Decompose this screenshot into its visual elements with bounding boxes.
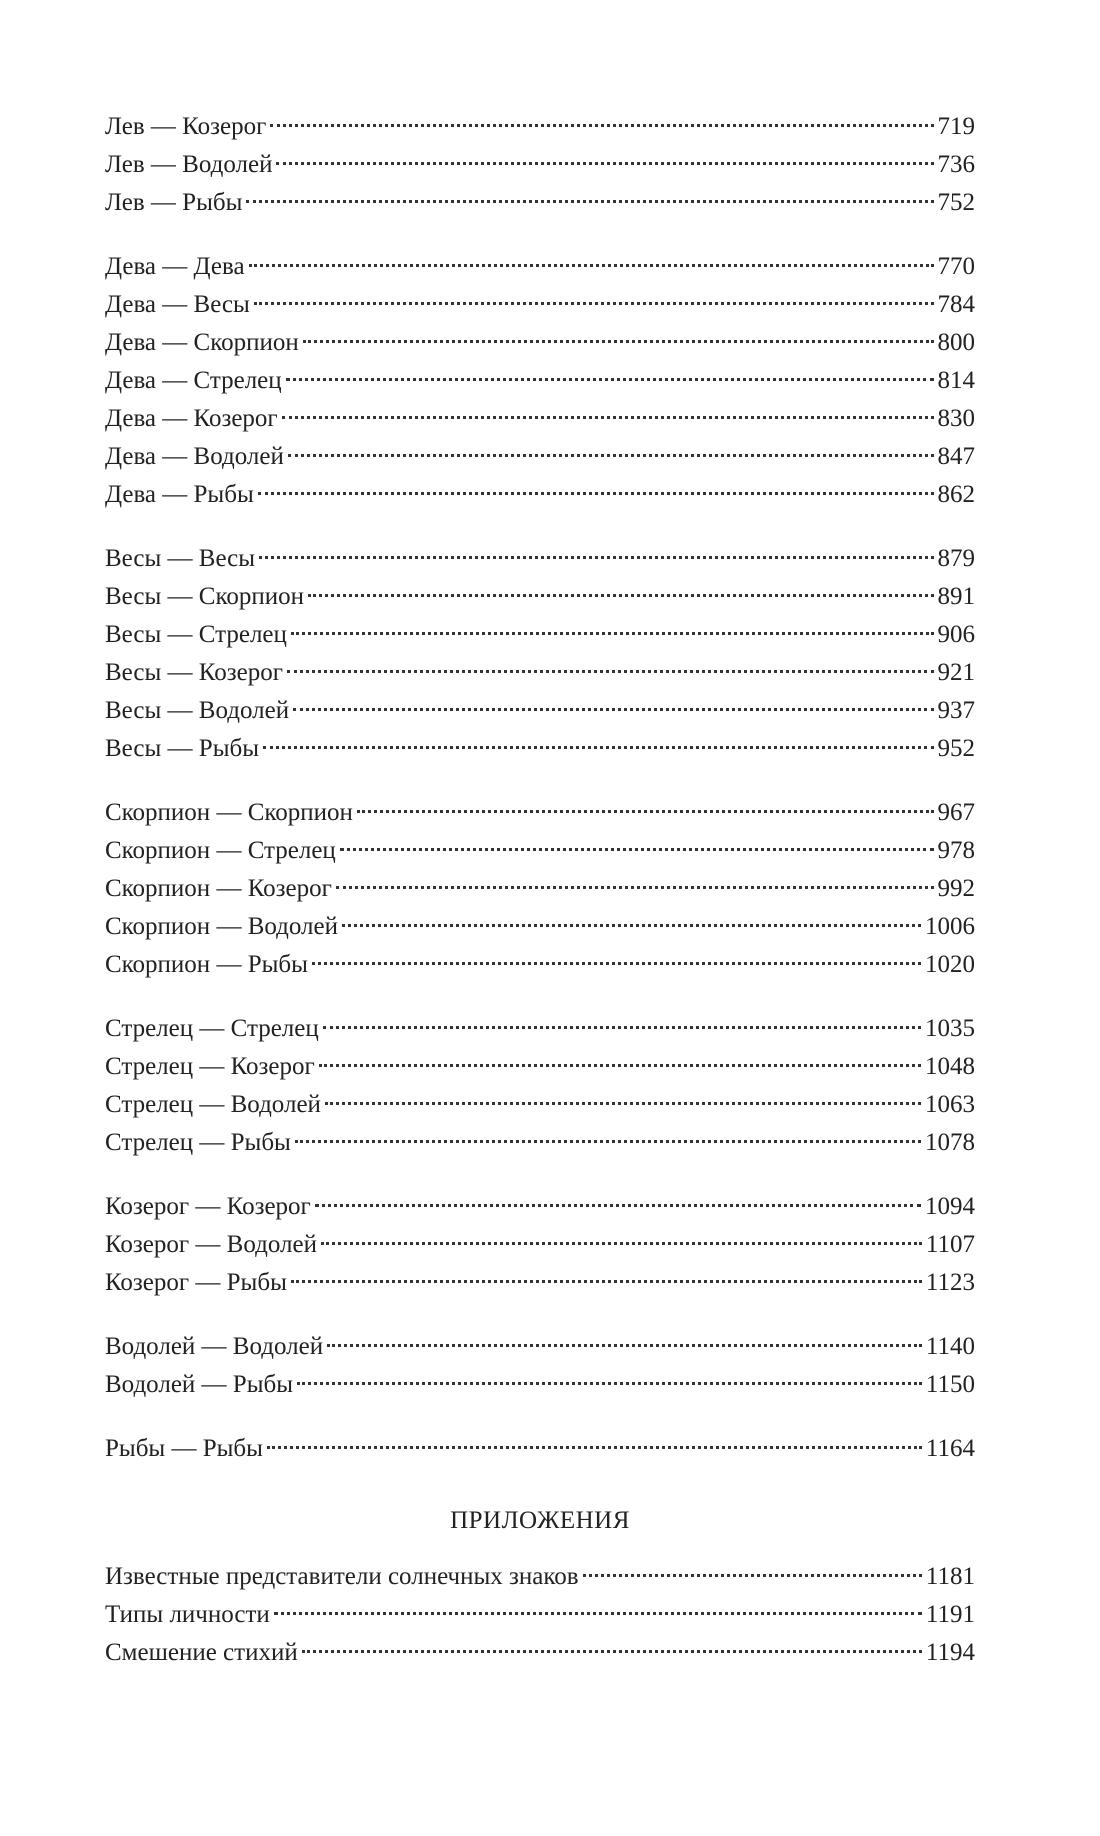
toc-group — [105, 1010, 975, 1162]
dot-leader — [259, 556, 933, 559]
toc-entry-title: Водолей — Рыбы — [105, 1371, 294, 1398]
toc-entry[interactable] — [105, 362, 975, 400]
toc-entry-title: Стрелец — Козерог — [105, 1053, 315, 1080]
toc-entry-page-number: 1107 — [925, 1231, 975, 1258]
dot-leader — [246, 200, 933, 203]
dot-leader — [308, 594, 934, 597]
toc-entry-title: Скорпион — Стрелец — [105, 837, 336, 864]
toc-entry-page-number: 891 — [937, 583, 975, 610]
dot-leader — [321, 1242, 922, 1245]
toc-entry[interactable] — [105, 476, 975, 514]
toc-entry-page-number: 1094 — [925, 1193, 975, 1220]
dot-leader — [319, 1064, 921, 1067]
toc-entry-title: Весы — Козерог — [105, 659, 283, 686]
toc-group — [105, 248, 975, 514]
toc-entry[interactable] — [105, 730, 975, 768]
toc-entry-page-number: 906 — [937, 621, 975, 648]
dot-leader — [583, 1574, 922, 1577]
toc-entry-title: Весы — Рыбы — [105, 735, 260, 762]
toc-entry[interactable] — [105, 1430, 975, 1468]
toc-entry-title: Лев — Водолей — [105, 151, 273, 178]
toc-entry[interactable] — [105, 1558, 975, 1596]
toc-compatibility-section — [105, 108, 975, 1468]
toc-group — [105, 794, 975, 984]
dot-leader — [336, 886, 934, 889]
toc-entry[interactable] — [105, 794, 975, 832]
toc-entry-title: Скорпион — Водолей — [105, 913, 338, 940]
toc-group — [105, 1328, 975, 1404]
toc-entry[interactable] — [105, 184, 975, 222]
toc-entry[interactable] — [105, 1596, 975, 1634]
dot-leader — [258, 492, 934, 495]
table-of-contents — [105, 108, 975, 1672]
toc-entry-page-number: 814 — [937, 367, 975, 394]
dot-leader — [312, 962, 921, 965]
toc-entry[interactable] — [105, 578, 975, 616]
toc-entry-title: Козерог — Водолей — [105, 1231, 317, 1258]
toc-entry[interactable] — [105, 1328, 975, 1366]
toc-entry-title: Весы — Скорпион — [105, 583, 304, 610]
toc-entry[interactable] — [105, 1366, 975, 1404]
toc-entry-title: Смешение стихий — [105, 1639, 298, 1666]
appendix-heading: ПРИЛОЖЕНИЯ — [450, 1507, 630, 1534]
toc-group — [105, 540, 975, 768]
toc-entry-title: Весы — Водолей — [105, 697, 290, 724]
toc-entry-page-number: 1078 — [925, 1129, 975, 1156]
toc-entry-title: Дева — Скорпион — [105, 329, 299, 356]
dot-leader — [303, 340, 934, 343]
dot-leader — [282, 416, 934, 419]
toc-entry-page-number: 978 — [937, 837, 975, 864]
toc-entry-page-number: 736 — [937, 151, 975, 178]
dot-leader — [249, 264, 934, 267]
toc-entry-page-number: 937 — [937, 697, 975, 724]
toc-entry-title: Козерог — Рыбы — [105, 1269, 287, 1296]
toc-entry-page-number: 1140 — [925, 1333, 975, 1360]
dot-leader — [293, 708, 933, 711]
dot-leader — [323, 1026, 921, 1029]
toc-entry-title: Типы личности — [105, 1601, 270, 1628]
toc-entry-title: Известные представители солнечных знаков — [105, 1563, 579, 1590]
toc-entry-page-number: 879 — [937, 545, 975, 572]
toc-entry-title: Дева — Дева — [105, 253, 245, 280]
dot-leader — [325, 1102, 921, 1105]
toc-entry[interactable] — [105, 946, 975, 984]
toc-entry[interactable] — [105, 540, 975, 578]
toc-entry-title: Стрелец — Рыбы — [105, 1129, 291, 1156]
dot-leader — [274, 1612, 922, 1615]
toc-entry[interactable] — [105, 616, 975, 654]
toc-entry[interactable] — [105, 1048, 975, 1086]
toc-entry-page-number: 1035 — [925, 1015, 975, 1042]
toc-entry-title: Водолей — Водолей — [105, 1333, 324, 1360]
toc-group — [105, 1430, 975, 1468]
toc-entry-title: Козерог — Козерог — [105, 1193, 311, 1220]
toc-entry-page-number: 1063 — [925, 1091, 975, 1118]
toc-entry-title: Весы — Весы — [105, 545, 256, 572]
toc-entry[interactable] — [105, 1264, 975, 1302]
dot-leader — [263, 746, 933, 749]
toc-entry-title: Дева — Водолей — [105, 443, 284, 470]
toc-entry-title: Скорпион — Козерог — [105, 875, 332, 902]
dot-leader — [254, 302, 934, 305]
toc-entry[interactable] — [105, 1010, 975, 1048]
toc-entry-page-number: 1123 — [925, 1269, 975, 1296]
toc-entry-page-number: 967 — [937, 799, 975, 826]
toc-entry-page-number: 800 — [937, 329, 975, 356]
toc-entry[interactable] — [105, 654, 975, 692]
toc-entry[interactable] — [105, 248, 975, 286]
toc-entry[interactable] — [105, 908, 975, 946]
dot-leader — [267, 1446, 922, 1449]
toc-entry[interactable] — [105, 1634, 975, 1672]
toc-entry-title: Дева — Козерог — [105, 405, 278, 432]
toc-entry-page-number: 719 — [937, 113, 975, 140]
toc-entry-title: Дева — Стрелец — [105, 367, 282, 394]
toc-entry[interactable] — [105, 324, 975, 362]
toc-entry-page-number: 921 — [937, 659, 975, 686]
dot-leader — [302, 1650, 922, 1653]
toc-entry-title: Весы — Стрелец — [105, 621, 287, 648]
toc-appendix-section — [105, 1558, 975, 1672]
toc-entry-page-number: 830 — [937, 405, 975, 432]
dot-leader — [291, 632, 934, 635]
toc-entry-page-number: 770 — [937, 253, 975, 280]
toc-entry[interactable] — [105, 1124, 975, 1162]
toc-entry[interactable] — [105, 832, 975, 870]
dot-leader — [340, 848, 934, 851]
toc-entry-page-number: 992 — [937, 875, 975, 902]
dot-leader — [270, 124, 933, 127]
toc-entry[interactable] — [105, 400, 975, 438]
toc-entry-page-number: 1150 — [925, 1371, 975, 1398]
toc-entry[interactable] — [105, 438, 975, 476]
toc-entry-title: Скорпион — Скорпион — [105, 799, 353, 826]
dot-leader — [288, 454, 934, 457]
dot-leader — [357, 810, 934, 813]
dot-leader — [287, 670, 934, 673]
toc-entry[interactable] — [105, 146, 975, 184]
toc-entry-page-number: 1020 — [925, 951, 975, 978]
toc-entry-page-number: 1181 — [925, 1563, 975, 1590]
toc-entry[interactable] — [105, 1086, 975, 1124]
toc-entry-title: Дева — Весы — [105, 291, 250, 318]
toc-entry-title: Дева — Рыбы — [105, 481, 254, 508]
dot-leader — [342, 924, 921, 927]
dot-leader — [327, 1344, 922, 1347]
toc-group — [105, 108, 975, 222]
toc-entry[interactable] — [105, 108, 975, 146]
dot-leader — [295, 1140, 921, 1143]
toc-entry-page-number: 1006 — [925, 913, 975, 940]
toc-entry-page-number: 784 — [937, 291, 975, 318]
toc-entry-page-number: 1164 — [925, 1435, 975, 1462]
toc-entry[interactable] — [105, 692, 975, 730]
toc-entry-title: Скорпион — Рыбы — [105, 951, 308, 978]
dot-leader — [297, 1382, 922, 1385]
toc-entry-title: Рыбы — Рыбы — [105, 1435, 263, 1462]
toc-entry-title: Лев — Козерог — [105, 113, 267, 140]
toc-entry-page-number: 1048 — [925, 1053, 975, 1080]
toc-entry[interactable] — [105, 286, 975, 324]
toc-entry[interactable] — [105, 1188, 975, 1226]
toc-entry[interactable] — [105, 1226, 975, 1264]
toc-entry-page-number: 862 — [937, 481, 975, 508]
dot-leader — [286, 378, 934, 381]
toc-entry-page-number: 1194 — [925, 1639, 975, 1666]
dot-leader — [315, 1204, 921, 1207]
toc-entry[interactable] — [105, 870, 975, 908]
dot-leader — [291, 1280, 922, 1283]
toc-entry-title: Лев — Рыбы — [105, 189, 243, 216]
toc-entry-title: Стрелец — Водолей — [105, 1091, 321, 1118]
toc-entry-page-number: 952 — [937, 735, 975, 762]
toc-entry-title: Стрелец — Стрелец — [105, 1015, 319, 1042]
dot-leader — [276, 162, 933, 165]
toc-entry-page-number: 752 — [937, 189, 975, 216]
toc-entry-page-number: 847 — [937, 443, 975, 470]
toc-group — [105, 1188, 975, 1302]
toc-entry-page-number: 1191 — [925, 1601, 975, 1628]
